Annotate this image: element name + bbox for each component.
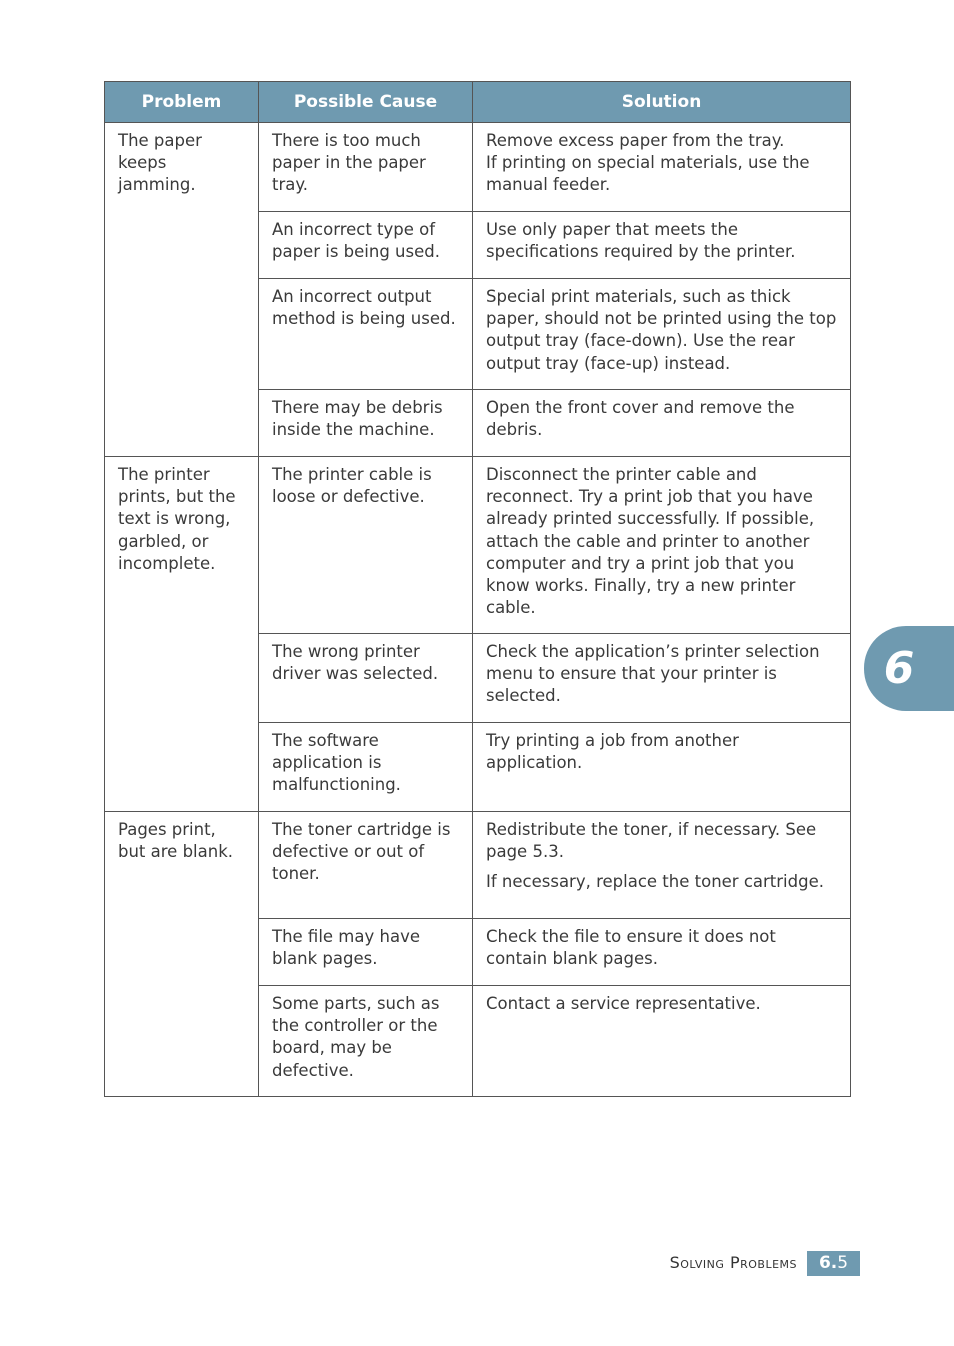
footer-page-number bbox=[807, 1251, 860, 1276]
solution-cell bbox=[473, 390, 851, 457]
solution-text: Open the front cover and remove the debris. bbox=[486, 398, 795, 440]
cause-cell: The file may have blank pages. bbox=[259, 919, 473, 986]
solution-cell bbox=[473, 812, 851, 919]
solution-cell bbox=[473, 123, 851, 212]
table-row bbox=[105, 123, 851, 212]
solution-cell bbox=[473, 634, 851, 723]
solution-text: Try printing a job from another application. bbox=[486, 731, 739, 773]
problem-cell: The paper keeps jamming. bbox=[105, 123, 259, 457]
problem-cell: Pages print, but are blank. bbox=[105, 812, 259, 1097]
cause-cell: There is too much paper in the paper tray. bbox=[259, 123, 473, 212]
cause-cell: The toner cartridge is defective or out of toner. bbox=[259, 812, 473, 919]
cause-cell: The software application is malfunctioning. bbox=[259, 723, 473, 812]
solution-text: Contact a service representative. bbox=[486, 994, 761, 1013]
solution-text: Special print materials, such as thick paper, should not be printed using the top output tray (face-down). Use the rear output tray (face-up) instead. bbox=[486, 287, 837, 373]
solution-text: If printing on special materials, use the manual feeder. bbox=[486, 153, 810, 195]
troubleshooting-table bbox=[104, 81, 851, 1097]
cause-cell: An incorrect output method is being used. bbox=[259, 279, 473, 390]
chapter-number: 6 bbox=[883, 643, 915, 694]
table-row bbox=[105, 812, 851, 919]
solution-cell bbox=[473, 279, 851, 390]
solution-text: Check the file to ensure it does not contain blank pages. bbox=[486, 927, 776, 969]
cause-cell: An incorrect type of paper is being used. bbox=[259, 212, 473, 279]
solution-text: Remove excess paper from the tray. bbox=[486, 131, 785, 150]
solution-cell bbox=[473, 212, 851, 279]
solution-text: Check the application’s printer selection menu to ensure that your printer is selected. bbox=[486, 642, 820, 706]
solution-cell bbox=[473, 723, 851, 812]
solution-cell bbox=[473, 457, 851, 634]
cause-cell: The printer cable is loose or defective. bbox=[259, 457, 473, 634]
header-possible-cause: Possible Cause bbox=[259, 82, 473, 123]
chapter-tab bbox=[864, 626, 954, 711]
table-row bbox=[105, 457, 851, 634]
solution-text: Redistribute the toner, if necessary. See page 5.3. bbox=[486, 820, 817, 862]
page-chapter: 6. bbox=[818, 1253, 838, 1273]
solution-cell bbox=[473, 986, 851, 1097]
solution-cell bbox=[473, 919, 851, 986]
problem-cell: The printer prints, but the text is wrong, garbled, or incomplete. bbox=[105, 457, 259, 812]
header-solution: Solution bbox=[473, 82, 851, 123]
solution-text: Disconnect the printer cable and reconnect. Try a print job that you have already printed successfully. If possible, attach the cable and printer to another computer and try a print job that you know works. Finally, try a new printer cable. bbox=[486, 465, 815, 618]
table-header-row bbox=[105, 82, 851, 123]
cause-cell: The wrong printer driver was selected. bbox=[259, 634, 473, 723]
page-index: 5 bbox=[837, 1253, 849, 1273]
solution-text: Use only paper that meets the specifications required by the printer. bbox=[486, 220, 796, 262]
cause-cell: There may be debris inside the machine. bbox=[259, 390, 473, 457]
solution-text: If necessary, replace the toner cartridge. bbox=[486, 872, 824, 892]
header-problem: Problem bbox=[105, 82, 259, 123]
cause-cell: Some parts, such as the controller or the board, may be defective. bbox=[259, 986, 473, 1097]
footer-section-title: Solving Problems bbox=[669, 1253, 797, 1272]
